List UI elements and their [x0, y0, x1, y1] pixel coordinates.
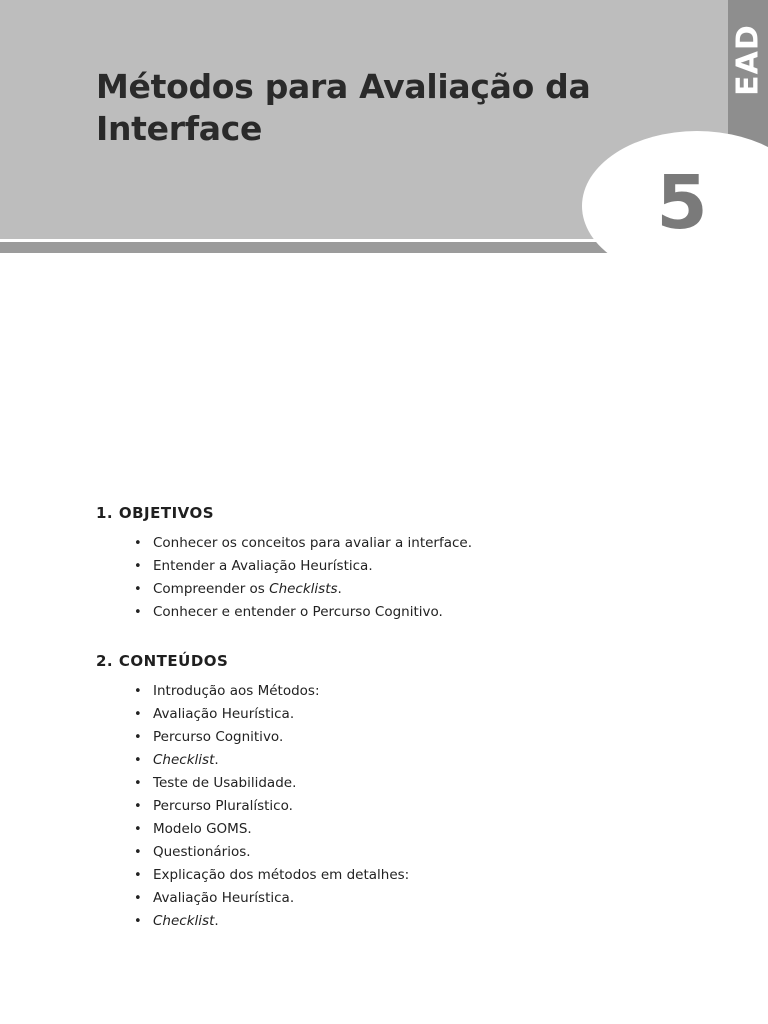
bullet-icon: •: [134, 582, 142, 597]
section-heading-conteudos: 2. CONTEÚDOS: [96, 652, 229, 670]
list-item-text: .: [214, 913, 219, 929]
section-heading-objetivos: 1. OBJETIVOS: [96, 504, 215, 522]
list-item: [96, 818, 716, 841]
list-item-text: Questionários.: [153, 844, 251, 860]
bullet-icon: •: [134, 776, 142, 791]
list-item-text: Percurso Cognitivo.: [153, 729, 284, 745]
list-item: [96, 749, 716, 772]
bullet-icon: •: [134, 799, 142, 814]
bullet-icon: •: [134, 868, 142, 883]
bullet-icon: •: [134, 914, 142, 929]
list-item: [96, 555, 716, 578]
list-item: [96, 680, 716, 703]
list-item-text: Percurso Pluralístico.: [153, 798, 293, 814]
list-item: [96, 532, 716, 555]
list-item-text: Avaliação Heurística.: [153, 706, 295, 722]
bullet-icon: •: [134, 684, 142, 699]
list-item-text: Conhecer e entender o Percurso Cognitivo.: [153, 604, 443, 620]
list-item-emphasis: Checklist: [153, 913, 215, 929]
objetivos-list: [96, 532, 716, 624]
bullet-icon: •: [134, 536, 142, 551]
bullet-icon: •: [134, 707, 142, 722]
list-item: [96, 772, 716, 795]
conteudos-list: [96, 680, 716, 933]
bullet-icon: •: [134, 753, 142, 768]
list-item-text: Teste de Usabilidade.: [153, 775, 297, 791]
chapter-number: 5: [656, 160, 708, 246]
bullet-icon: •: [134, 845, 142, 860]
list-item-text: Entender a Avaliação Heurística.: [153, 558, 373, 574]
list-item-text: Conhecer os conceitos para avaliar a interface.: [153, 535, 473, 551]
list-item: [96, 795, 716, 818]
list-item: [96, 841, 716, 864]
list-item-emphasis: Checklists: [269, 581, 338, 597]
section-objetivos: [96, 503, 716, 624]
list-item: [96, 703, 716, 726]
list-item-text: Explicação dos métodos em detalhes:: [153, 867, 410, 883]
list-item: [96, 887, 716, 910]
list-item-text: Avaliação Heurística.: [153, 890, 295, 906]
list-item-text: Introdução aos Métodos:: [153, 683, 320, 699]
bullet-icon: •: [134, 605, 142, 620]
list-item: [96, 578, 716, 601]
bullet-icon: •: [134, 559, 142, 574]
bullet-icon: •: [134, 822, 142, 837]
bullet-icon: •: [134, 730, 142, 745]
list-item-text: Compreender os: [153, 581, 270, 597]
page-title: Métodos para Avaliação da Interface: [96, 67, 591, 148]
list-item-text: .: [337, 581, 342, 597]
list-item-text: .: [214, 752, 219, 768]
list-item: [96, 910, 716, 933]
bullet-icon: •: [134, 891, 142, 906]
list-item-emphasis: Checklist: [153, 752, 215, 768]
list-item: [96, 726, 716, 749]
side-tab-label: EAD: [730, 24, 766, 96]
section-conteudos: [96, 651, 716, 933]
list-item: [96, 864, 716, 887]
list-item: [96, 601, 716, 624]
list-item-text: Modelo GOMS.: [153, 821, 252, 837]
